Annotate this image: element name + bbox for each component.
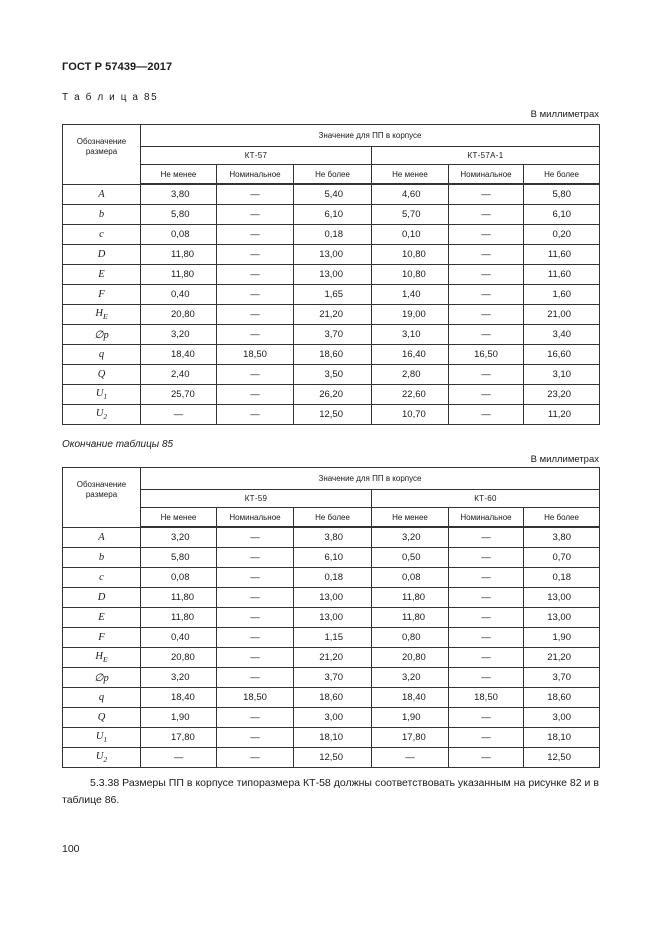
value-cell: 1,65	[294, 285, 372, 305]
table-body	[63, 527, 600, 768]
value-cell: —	[217, 385, 294, 405]
value-cell: 23,20	[524, 385, 600, 405]
value-cell: 11,80	[141, 608, 217, 628]
subheader: Номинальное	[449, 165, 524, 185]
table-row	[63, 728, 600, 748]
value-cell: —	[449, 225, 524, 245]
table-row	[63, 205, 600, 225]
table-row	[63, 588, 600, 608]
value-cell: 20,80	[372, 648, 449, 668]
table-row	[63, 265, 600, 285]
table-row	[63, 708, 600, 728]
value-cell: 18,40	[141, 345, 217, 365]
value-cell: 22,60	[372, 385, 449, 405]
value-cell: 1,90	[372, 708, 449, 728]
value-cell: 16,50	[449, 345, 524, 365]
value-cell: —	[449, 708, 524, 728]
value-cell: 2,80	[372, 365, 449, 385]
table-row	[63, 608, 600, 628]
value-cell: 0,18	[524, 568, 600, 588]
group-header: КТ-57	[141, 147, 372, 165]
table-row	[63, 325, 600, 345]
table-row	[63, 568, 600, 588]
value-cell: 3,20	[372, 668, 449, 688]
value-cell: 13,00	[524, 608, 600, 628]
value-cell: —	[449, 305, 524, 325]
value-cell: 18,50	[217, 345, 294, 365]
value-cell: 6,10	[524, 205, 600, 225]
value-header: Значение для ПП в корпусе	[141, 468, 600, 490]
dimension-symbol: ∅p	[63, 325, 141, 345]
value-cell: 21,20	[294, 648, 372, 668]
value-cell: 3,20	[141, 527, 217, 548]
value-cell: 1,90	[524, 628, 600, 648]
group-header: КТ-59	[141, 490, 372, 508]
value-cell: 1,15	[294, 628, 372, 648]
dimension-symbol: F	[63, 628, 141, 648]
value-cell: 18,40	[372, 688, 449, 708]
dimension-symbol: $U_2$	[63, 405, 141, 425]
value-cell: 26,20	[294, 385, 372, 405]
value-cell: 21,20	[294, 305, 372, 325]
dimension-symbol: b	[63, 205, 141, 225]
value-cell: 19,00	[372, 305, 449, 325]
value-cell: 18,10	[524, 728, 600, 748]
value-cell: —	[217, 608, 294, 628]
value-cell: 18,50	[449, 688, 524, 708]
subheader: Не более	[524, 165, 600, 185]
value-cell: —	[449, 648, 524, 668]
value-cell: 3,10	[524, 365, 600, 385]
value-cell: —	[217, 245, 294, 265]
dimension-symbol: A	[63, 184, 141, 205]
document-header: ГОСТ Р 57439—2017	[62, 61, 173, 73]
value-cell: —	[141, 748, 217, 768]
table-continuation-caption: Окончание таблицы 85	[62, 439, 174, 450]
subheader: Не менее	[141, 508, 217, 528]
value-cell: —	[449, 405, 524, 425]
value-cell: 13,00	[294, 265, 372, 285]
table-row	[63, 225, 600, 245]
value-cell: 18,10	[294, 728, 372, 748]
value-cell: 6,10	[294, 548, 372, 568]
unit-note: В миллиметрах	[530, 454, 599, 465]
subheader: Не менее	[372, 165, 449, 185]
table-row	[63, 184, 600, 205]
value-cell: 6,10	[294, 205, 372, 225]
dimensions-table	[62, 124, 600, 425]
value-cell: —	[217, 628, 294, 648]
value-cell: 12,50	[294, 748, 372, 768]
value-cell: —	[141, 405, 217, 425]
body-paragraph: 5.3.38 Размеры ПП в корпусе типоразмера КТ-58 должны соответствовать указанным на рисунке 82 и в таблице 86.	[62, 777, 599, 806]
value-cell: —	[217, 548, 294, 568]
dimension-symbol: E	[63, 265, 141, 285]
value-cell: 16,40	[372, 345, 449, 365]
value-cell: —	[217, 325, 294, 345]
value-cell: —	[449, 728, 524, 748]
dimension-symbol: Q	[63, 708, 141, 728]
value-cell: —	[217, 365, 294, 385]
value-cell: —	[217, 748, 294, 768]
value-cell: 11,80	[141, 245, 217, 265]
dimension-symbol: $U_2$	[63, 748, 141, 768]
value-cell: —	[217, 305, 294, 325]
value-cell: 0,70	[524, 548, 600, 568]
value-cell: 3,20	[141, 325, 217, 345]
subheader: Не более	[294, 508, 372, 528]
value-cell: —	[217, 265, 294, 285]
value-cell: 21,00	[524, 305, 600, 325]
value-cell: 3,20	[372, 527, 449, 548]
subheader: Номинальное	[217, 508, 294, 528]
value-cell: 3,70	[294, 668, 372, 688]
value-cell: 0,40	[141, 628, 217, 648]
value-cell: 0,10	[372, 225, 449, 245]
value-cell: 18,50	[217, 688, 294, 708]
value-cell: 5,70	[372, 205, 449, 225]
value-cell: 3,00	[524, 708, 600, 728]
subheader: Номинальное	[449, 508, 524, 528]
table-row	[63, 285, 600, 305]
value-cell: 18,60	[294, 688, 372, 708]
value-cell: 13,00	[294, 608, 372, 628]
value-cell: 17,80	[141, 728, 217, 748]
dimension-symbol: q	[63, 688, 141, 708]
value-cell: 3,50	[294, 365, 372, 385]
value-cell: —	[449, 568, 524, 588]
param-header: Обозначение размера	[63, 125, 141, 185]
value-cell: 12,50	[294, 405, 372, 425]
value-cell: —	[449, 205, 524, 225]
value-cell: —	[217, 527, 294, 548]
value-cell: 11,80	[141, 588, 217, 608]
value-cell: 11,60	[524, 245, 600, 265]
dimension-symbol: b	[63, 548, 141, 568]
value-cell: —	[449, 365, 524, 385]
value-cell: —	[217, 668, 294, 688]
value-cell: —	[217, 285, 294, 305]
value-cell: —	[449, 285, 524, 305]
value-cell: —	[449, 588, 524, 608]
value-cell: 10,70	[372, 405, 449, 425]
table-row	[63, 365, 600, 385]
value-cell: 1,40	[372, 285, 449, 305]
dimension-symbol: $U_1$	[63, 385, 141, 405]
value-cell: 11,80	[372, 608, 449, 628]
value-cell: 0,40	[141, 285, 217, 305]
table-row	[63, 385, 600, 405]
value-header: Значение для ПП в корпусе	[141, 125, 600, 147]
value-cell: 3,10	[372, 325, 449, 345]
value-cell: —	[217, 225, 294, 245]
dimension-symbol: E	[63, 608, 141, 628]
value-cell: 10,80	[372, 265, 449, 285]
value-cell: 11,20	[524, 405, 600, 425]
value-cell: 20,80	[141, 305, 217, 325]
value-cell: 3,70	[294, 325, 372, 345]
value-cell: 1,60	[524, 285, 600, 305]
table-row	[63, 245, 600, 265]
value-cell: 17,80	[372, 728, 449, 748]
value-cell: —	[449, 325, 524, 345]
value-cell: —	[449, 548, 524, 568]
value-cell: 18,60	[294, 345, 372, 365]
value-cell: —	[449, 385, 524, 405]
subheader: Не менее	[141, 165, 217, 185]
value-cell: —	[449, 527, 524, 548]
value-cell: 3,80	[294, 527, 372, 548]
dimension-symbol: Q	[63, 365, 141, 385]
dimension-symbol: c	[63, 568, 141, 588]
value-cell: 3,20	[141, 668, 217, 688]
value-cell: 18,40	[141, 688, 217, 708]
value-cell: 12,50	[524, 748, 600, 768]
value-cell: —	[217, 708, 294, 728]
subheader: Номинальное	[217, 165, 294, 185]
dimension-symbol: $U_1$	[63, 728, 141, 748]
group-header: КТ-57А-1	[372, 147, 600, 165]
subheader: Не более	[294, 165, 372, 185]
value-cell: 4,60	[372, 184, 449, 205]
dimension-symbol: F	[63, 285, 141, 305]
dimension-symbol: $H_E$	[63, 305, 141, 325]
dimension-symbol: c	[63, 225, 141, 245]
value-cell: 25,70	[141, 385, 217, 405]
table-row	[63, 648, 600, 668]
value-cell: —	[372, 748, 449, 768]
table-row	[63, 548, 600, 568]
value-cell: —	[217, 205, 294, 225]
value-cell: 3,80	[141, 184, 217, 205]
table-row	[63, 688, 600, 708]
value-cell: —	[449, 748, 524, 768]
value-cell: 11,60	[524, 265, 600, 285]
group-header: КТ-60	[372, 490, 600, 508]
table-row	[63, 628, 600, 648]
value-cell: —	[217, 184, 294, 205]
table-caption: Т а б л и ц а 85	[62, 92, 159, 103]
value-cell: 11,80	[372, 588, 449, 608]
value-cell: 20,80	[141, 648, 217, 668]
value-cell: 0,18	[294, 568, 372, 588]
value-cell: 21,20	[524, 648, 600, 668]
value-cell: —	[449, 608, 524, 628]
value-cell: —	[217, 568, 294, 588]
value-cell: 3,40	[524, 325, 600, 345]
value-cell: 1,90	[141, 708, 217, 728]
value-cell: 10,80	[372, 245, 449, 265]
dimension-symbol: q	[63, 345, 141, 365]
value-cell: 5,80	[524, 184, 600, 205]
value-cell: 13,00	[524, 588, 600, 608]
dimension-symbol: $H_E$	[63, 648, 141, 668]
table-row	[63, 668, 600, 688]
table-body	[63, 184, 600, 425]
value-cell: 3,70	[524, 668, 600, 688]
table-row	[63, 748, 600, 768]
value-cell: 0,80	[372, 628, 449, 648]
unit-note: В миллиметрах	[530, 109, 599, 120]
table-row	[63, 345, 600, 365]
value-cell: 2,40	[141, 365, 217, 385]
value-cell: 3,00	[294, 708, 372, 728]
dimension-symbol: A	[63, 527, 141, 548]
dimension-symbol: D	[63, 245, 141, 265]
page-number: 100	[62, 843, 80, 855]
value-cell: 0,20	[524, 225, 600, 245]
value-cell: —	[217, 588, 294, 608]
value-cell: —	[449, 628, 524, 648]
value-cell: 16,60	[524, 345, 600, 365]
value-cell: 0,08	[372, 568, 449, 588]
param-header: Обозначение размера	[63, 468, 141, 528]
subheader: Не более	[524, 508, 600, 528]
table-row	[63, 527, 600, 548]
value-cell: —	[449, 668, 524, 688]
value-cell: 0,08	[141, 568, 217, 588]
value-cell: 5,40	[294, 184, 372, 205]
value-cell: 13,00	[294, 588, 372, 608]
value-cell: 5,80	[141, 205, 217, 225]
value-cell: —	[217, 648, 294, 668]
value-cell: 18,60	[524, 688, 600, 708]
dimension-symbol: ∅p	[63, 668, 141, 688]
value-cell: 13,00	[294, 245, 372, 265]
dimension-symbol: D	[63, 588, 141, 608]
value-cell: 0,18	[294, 225, 372, 245]
value-cell: 11,80	[141, 265, 217, 285]
value-cell: —	[449, 245, 524, 265]
dimensions-table	[62, 467, 600, 768]
value-cell: 3,80	[524, 527, 600, 548]
value-cell: 5,80	[141, 548, 217, 568]
value-cell: 0,50	[372, 548, 449, 568]
value-cell: —	[217, 405, 294, 425]
subheader: Не менее	[372, 508, 449, 528]
value-cell: —	[449, 184, 524, 205]
value-cell: 0,08	[141, 225, 217, 245]
value-cell: —	[449, 265, 524, 285]
table-row	[63, 305, 600, 325]
table-row	[63, 405, 600, 425]
value-cell: —	[217, 728, 294, 748]
